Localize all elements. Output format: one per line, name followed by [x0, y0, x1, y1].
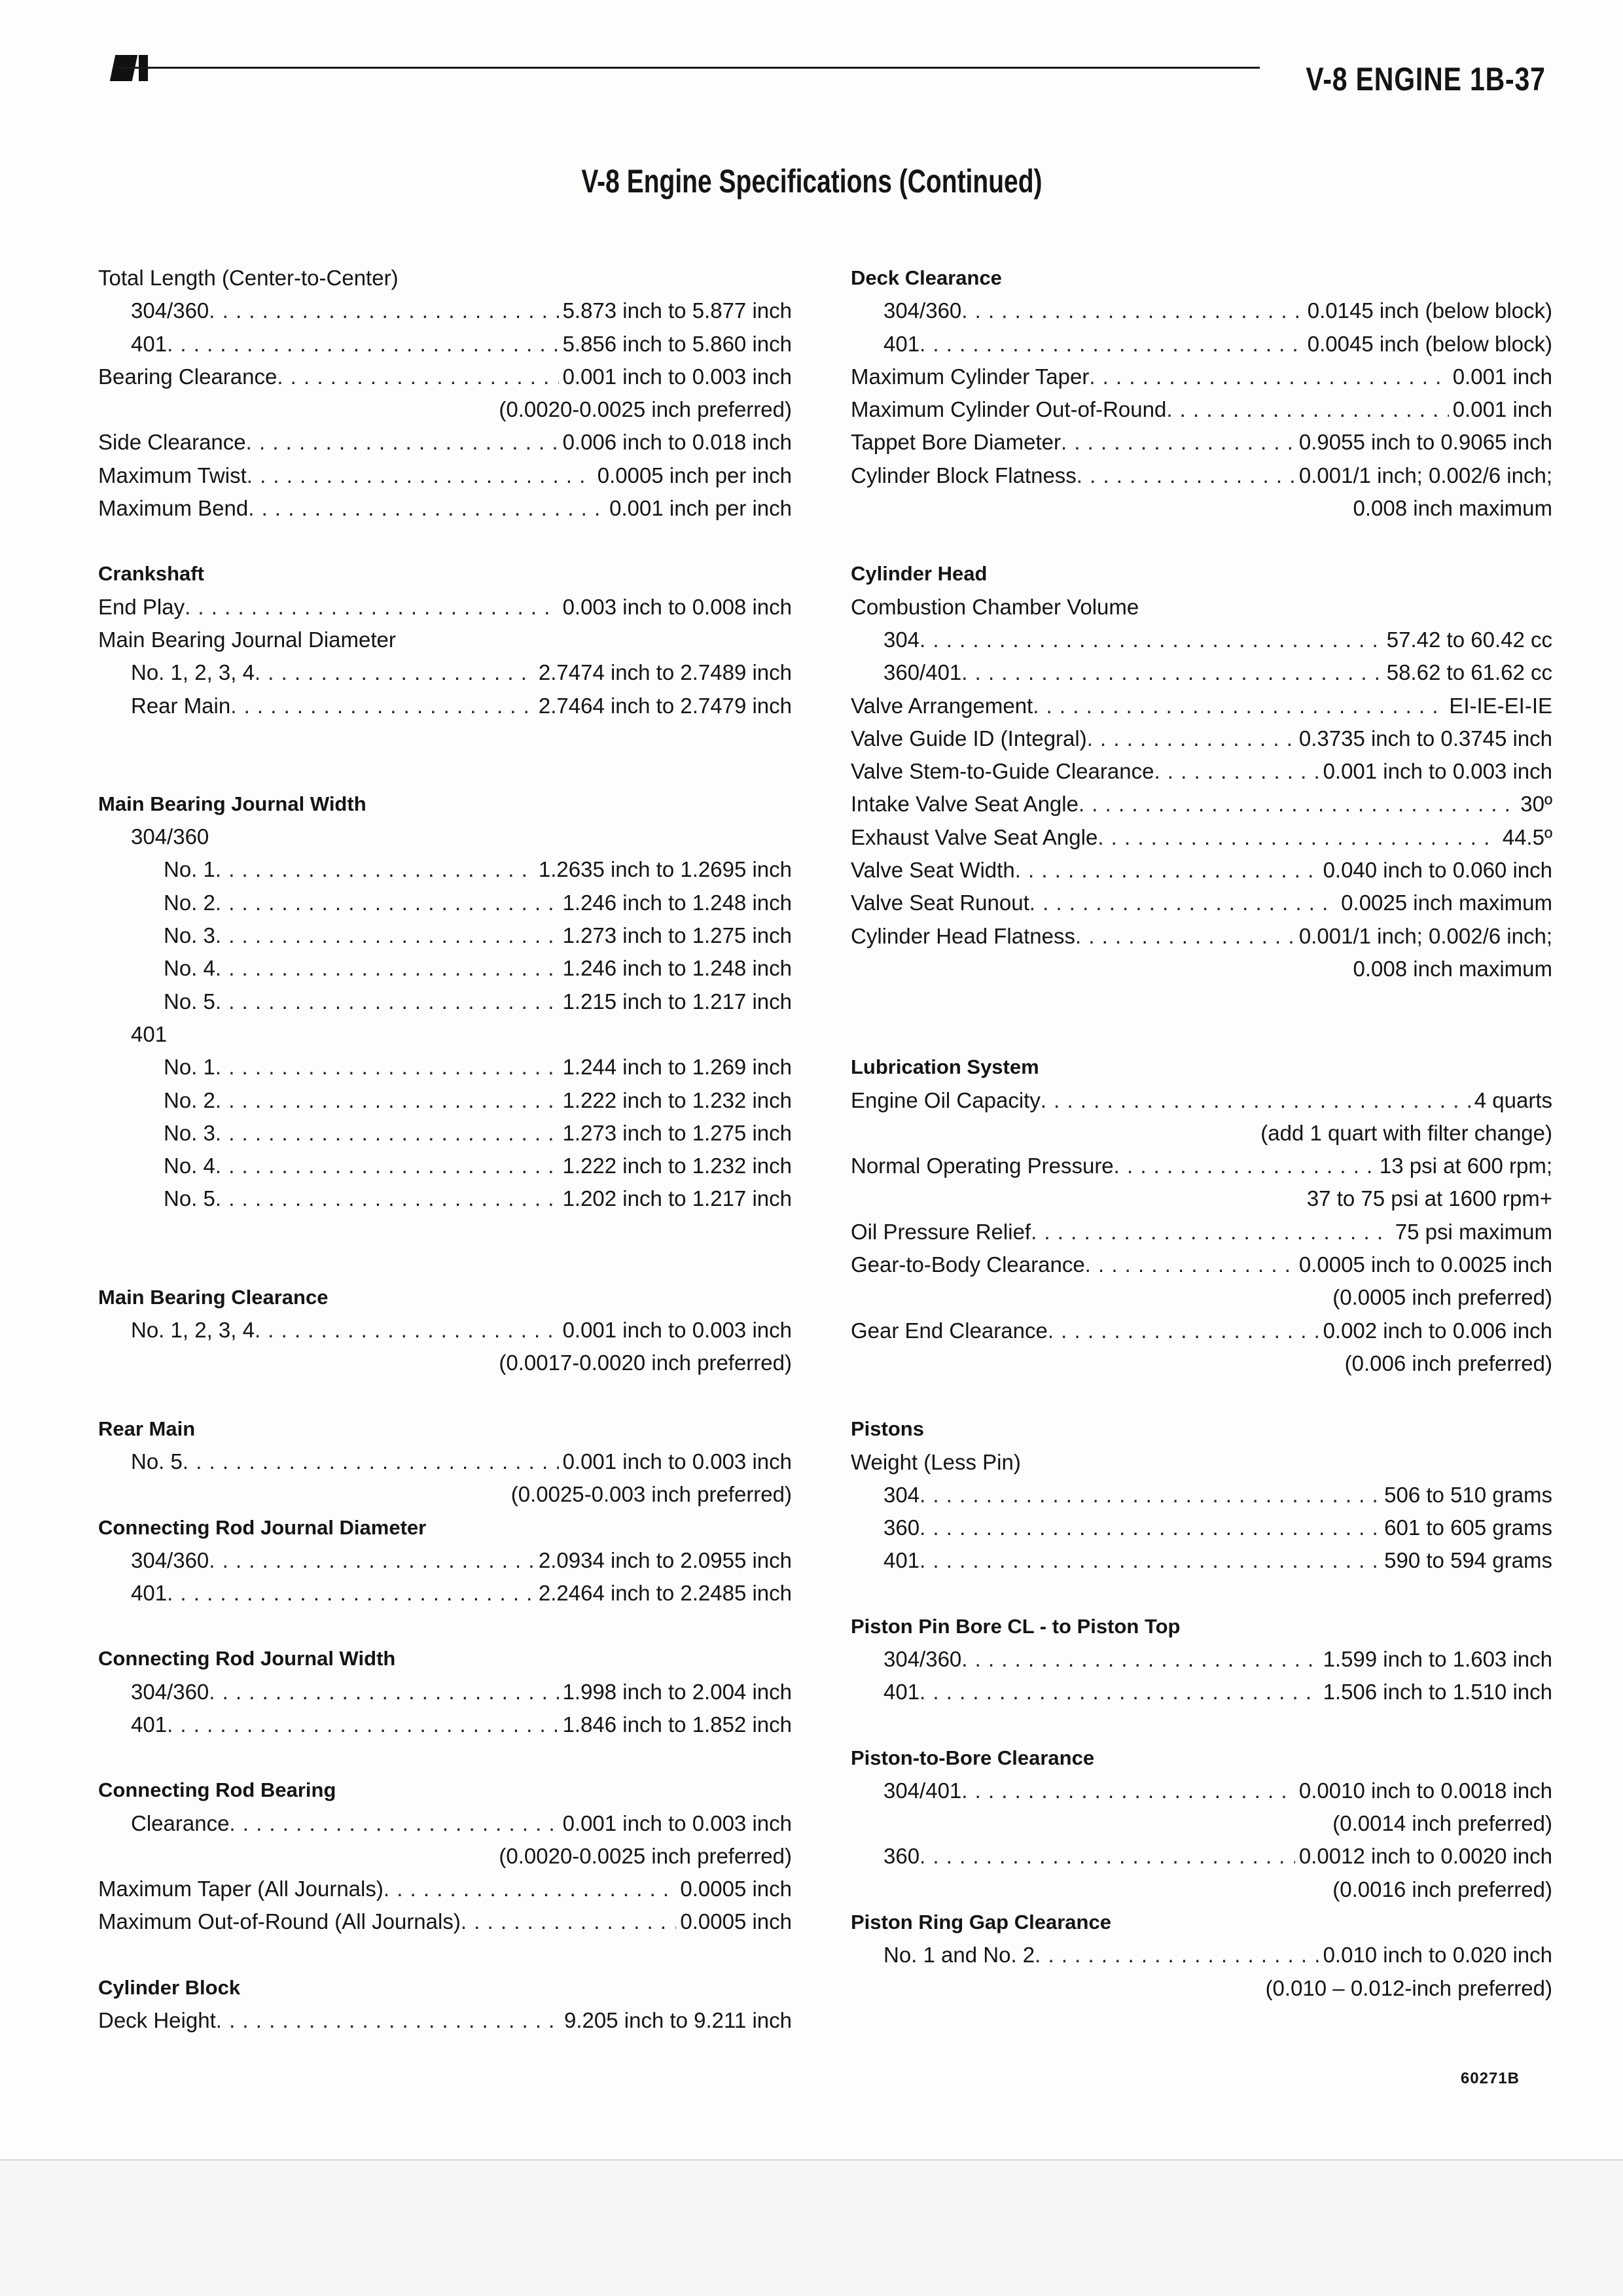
dot-leader — [1166, 393, 1448, 426]
spec-row — [98, 656, 792, 689]
dot-leader — [1079, 788, 1516, 821]
spec-value: 9.205 inch to 9.211 inch — [564, 2008, 792, 2033]
spec-row — [98, 2004, 792, 2037]
spec-row — [98, 1117, 792, 1150]
spec-row — [98, 1018, 792, 1051]
spec-row — [851, 459, 1552, 492]
spec-heading: Piston Pin Bore CL - to Piston Top — [851, 1614, 1181, 1638]
spec-label: Combustion Chamber Volume — [851, 594, 1139, 619]
spec-value: 0.9055 inch to 0.9065 inch — [1298, 430, 1552, 455]
spec-value: 5.856 inch to 5.860 inch — [562, 331, 792, 356]
spec-label: No. 1, 2, 3, 4 — [131, 1318, 255, 1343]
spec-row — [98, 1873, 792, 1905]
spec-row — [851, 591, 1552, 624]
spec-label: No. 3 — [164, 923, 215, 948]
dot-leader — [248, 492, 605, 525]
dot-leader — [215, 952, 559, 985]
spec-row — [98, 887, 792, 919]
spec-row — [98, 1577, 792, 1610]
spec-heading: Piston-to-Bore Clearance — [851, 1746, 1095, 1769]
dot-leader — [185, 591, 558, 624]
spec-heading: Main Bearing Journal Width — [98, 792, 366, 815]
dot-leader — [1061, 426, 1295, 459]
spec-value: 590 to 594 grams — [1384, 1548, 1552, 1573]
spec-value: 0.001 inch to 0.003 inch — [562, 1318, 792, 1343]
spec-value: 0.0010 inch to 0.0018 inch — [1298, 1778, 1552, 1803]
spec-row — [98, 690, 792, 722]
spec-label: Normal Operating Pressure — [851, 1154, 1114, 1178]
spec-row — [851, 1084, 1552, 1117]
spec-heading: Crankshaft — [98, 562, 204, 586]
spec-label: Cylinder Head Flatness — [851, 923, 1075, 948]
spec-label: Maximum Out-of-Round (All Journals) — [98, 1909, 461, 1934]
dot-leader — [215, 1182, 559, 1215]
spec-label: 304/360 — [883, 298, 962, 323]
dot-leader — [1033, 690, 1445, 722]
spec-row — [98, 919, 792, 952]
scan-margin — [0, 2159, 1623, 2296]
spec-label: Maximum Bend — [98, 496, 249, 521]
dot-leader — [215, 1117, 559, 1150]
dot-leader — [1029, 887, 1337, 919]
spec-value: 13 psi at 600 rpm; — [1379, 1154, 1552, 1178]
dot-leader — [230, 690, 535, 722]
spec-value: 506 to 510 grams — [1384, 1482, 1552, 1507]
spec-continuation: (0.0014 inch preferred) — [1332, 1811, 1552, 1836]
figure-code: 60271B — [1460, 2070, 1520, 2087]
spec-row — [98, 624, 792, 656]
spec-row — [98, 262, 792, 294]
spec-label: 304/401 — [883, 1778, 962, 1803]
spec-value: 1.506 inch to 1.510 inch — [1323, 1680, 1552, 1704]
spec-label: No. 4 — [164, 1154, 215, 1178]
spec-label: Clearance — [131, 1810, 230, 1835]
spec-row — [98, 1084, 792, 1117]
dot-leader — [919, 1479, 1380, 1511]
spec-row — [851, 1216, 1552, 1248]
spec-value: 57.42 to 60.42 cc — [1386, 627, 1552, 652]
page-title-text: V-8 Engine Specifications (Continued) — [580, 163, 1043, 200]
spec-heading: Rear Main — [98, 1417, 196, 1440]
spec-label: No. 2 — [164, 890, 215, 915]
spec-label: Valve Seat Width — [851, 858, 1015, 883]
dot-leader — [1089, 361, 1448, 393]
section-title: V-8 ENGINE 1B-37 — [1306, 61, 1546, 97]
spec-row — [98, 1708, 792, 1741]
dot-leader — [167, 1708, 559, 1741]
right-column — [851, 262, 1552, 2005]
spec-continuation: (0.0025-0.003 inch preferred) — [510, 1482, 792, 1507]
spec-row — [98, 853, 792, 886]
dot-leader — [1114, 1150, 1376, 1182]
spec-row — [851, 1315, 1552, 1347]
page-title — [0, 162, 1623, 200]
spec-heading: Cylinder Head — [851, 562, 988, 586]
dot-leader — [1048, 1315, 1319, 1347]
spec-value: 1.222 inch to 1.232 inch — [562, 1154, 792, 1178]
spec-value: 1.846 inch to 1.852 inch — [562, 1712, 792, 1737]
dot-leader — [215, 1150, 559, 1182]
spec-continuation: (0.0005 inch preferred) — [1332, 1285, 1552, 1310]
spec-value: 1.599 inch to 1.603 inch — [1323, 1646, 1552, 1671]
spec-label: 360 — [883, 1515, 920, 1540]
spec-label: Side Clearance — [98, 430, 246, 455]
spec-value: 0.0005 inch to 0.0025 inch — [1298, 1252, 1552, 1277]
spec-row — [98, 1445, 792, 1478]
spec-label: Main Bearing Journal Diameter — [98, 627, 396, 652]
dot-leader — [215, 853, 535, 886]
spec-value: 4 quarts — [1474, 1087, 1552, 1112]
spec-value: 0.010 inch to 0.020 inch — [1323, 1943, 1552, 1968]
spec-value: 1.998 inch to 2.004 inch — [562, 1679, 792, 1704]
spec-label: Valve Stem-to-Guide Clearance — [851, 759, 1154, 784]
spec-value: 1.222 inch to 1.232 inch — [562, 1087, 792, 1112]
spec-label: No. 1, 2, 3, 4 — [131, 660, 255, 685]
spec-label: 304/360 — [131, 1679, 209, 1704]
spec-value: 0.0145 inch (below block) — [1307, 298, 1552, 323]
spec-label: 401 — [883, 1680, 920, 1704]
spec-row — [851, 656, 1552, 689]
dot-leader — [255, 1314, 559, 1347]
spec-label: No. 3 — [164, 1120, 215, 1145]
spacer — [98, 1380, 792, 1413]
spec-row — [851, 1446, 1552, 1479]
spec-label: Valve Guide ID (Integral) — [851, 726, 1087, 751]
spec-value: 1.202 inch to 1.217 inch — [562, 1186, 792, 1211]
spec-row — [851, 887, 1552, 919]
spec-label: Gear-to-Body Clearance — [851, 1252, 1085, 1277]
spec-continuation: 0.008 inch maximum — [1353, 496, 1552, 521]
dot-leader — [255, 656, 535, 689]
spec-label: Deck Height — [98, 2008, 216, 2033]
spec-label: End Play — [98, 594, 185, 619]
spec-value: 58.62 to 61.62 cc — [1386, 660, 1552, 685]
dot-leader — [216, 2004, 560, 2037]
spec-row — [98, 1051, 792, 1084]
spacer — [851, 1380, 1552, 1413]
spec-label: Intake Valve Seat Angle — [851, 792, 1079, 817]
spec-value: 0.0045 inch (below block) — [1307, 331, 1552, 356]
spec-row — [851, 1150, 1552, 1182]
spacer — [98, 1610, 792, 1642]
spec-label: No. 5 — [164, 1186, 215, 1211]
dot-leader — [1075, 920, 1295, 953]
spec-row — [851, 1479, 1552, 1511]
spec-value: 0.001 inch — [1452, 364, 1552, 389]
spec-label: No. 1 — [164, 1055, 215, 1080]
spec-value: 75 psi maximum — [1395, 1219, 1552, 1244]
dot-leader — [919, 328, 1304, 361]
spec-row — [851, 426, 1552, 459]
dot-leader — [209, 1544, 535, 1577]
spacer — [98, 722, 792, 788]
dot-leader — [1041, 1084, 1471, 1117]
spec-value: 0.0005 inch — [680, 1909, 792, 1934]
spec-label: No. 2 — [164, 1087, 215, 1112]
dot-leader — [961, 656, 1383, 689]
spacer — [98, 1939, 792, 1971]
spec-continuation: (add 1 quart with filter change) — [1260, 1120, 1552, 1145]
dot-leader — [961, 294, 1303, 327]
spec-label: Weight (Less Pin) — [851, 1449, 1021, 1474]
left-column — [98, 262, 792, 2037]
spec-value: 0.002 inch to 0.006 inch — [1323, 1318, 1552, 1343]
dot-leader — [215, 985, 559, 1018]
spec-value: 2.7464 inch to 2.7479 inch — [538, 693, 792, 718]
dot-leader — [1154, 755, 1319, 788]
spec-label: 304 — [883, 627, 920, 652]
spec-value: 0.0025 inch maximum — [1341, 891, 1552, 915]
spec-row — [851, 788, 1552, 821]
spec-heading: Piston Ring Gap Clearance — [851, 1911, 1111, 1934]
spec-value: 5.873 inch to 5.877 inch — [562, 298, 792, 323]
spec-value: 1.2635 inch to 1.2695 inch — [538, 857, 792, 882]
spec-label: Oil Pressure Relief — [851, 1219, 1031, 1244]
spec-row — [98, 952, 792, 985]
spec-value: 2.0934 inch to 2.0955 inch — [538, 1547, 792, 1572]
spec-value: 0.001 inch to 0.003 inch — [1323, 759, 1552, 784]
dot-leader — [961, 1775, 1295, 1807]
spec-label: Valve Arrangement — [851, 693, 1033, 718]
spec-label: 401 — [131, 1712, 168, 1737]
dot-leader — [1077, 459, 1295, 492]
spec-row — [98, 492, 792, 525]
dot-leader — [209, 294, 558, 327]
dot-leader — [919, 1544, 1380, 1577]
dot-leader — [246, 426, 559, 459]
spec-label: Cylinder Block Flatness — [851, 463, 1077, 487]
spec-row — [851, 722, 1552, 755]
spec-value: 1.244 inch to 1.269 inch — [562, 1055, 792, 1080]
spec-continuation: (0.010 – 0.012-inch preferred) — [1265, 1975, 1552, 2000]
spec-row — [851, 1775, 1552, 1807]
spec-label: 360 — [883, 1844, 920, 1869]
dot-leader — [1035, 1939, 1319, 1971]
spec-heading: Main Bearing Clearance — [98, 1285, 329, 1309]
spec-label: Valve Seat Runout — [851, 891, 1029, 915]
spec-value: 0.006 inch to 0.018 inch — [562, 430, 792, 455]
dot-leader — [1085, 1248, 1295, 1281]
spec-row — [98, 294, 792, 327]
spec-heading: Lubrication System — [851, 1055, 1039, 1079]
spec-row — [98, 1676, 792, 1708]
dot-leader — [215, 1084, 559, 1117]
header-rule — [121, 67, 1260, 69]
spec-value: 0.001 inch to 0.003 inch — [562, 1449, 792, 1474]
dot-leader — [229, 1807, 558, 1840]
spec-continuation: 37 to 75 psi at 1600 rpm+ — [1306, 1186, 1552, 1211]
spec-row — [98, 459, 792, 492]
dot-leader — [1031, 1216, 1391, 1248]
spec-row — [851, 361, 1552, 393]
spec-continuation: (0.0020-0.0025 inch preferred) — [499, 397, 792, 422]
spec-row — [851, 294, 1552, 327]
spec-label: Total Length (Center-to-Center) — [98, 266, 399, 290]
spec-value: 0.001/1 inch; 0.002/6 inch; — [1298, 923, 1552, 948]
spec-value: 0.001/1 inch; 0.002/6 inch; — [1298, 463, 1552, 487]
spacer — [851, 525, 1552, 557]
dot-leader — [919, 1840, 1295, 1873]
spec-row — [98, 1905, 792, 1938]
spec-value: 1.246 inch to 1.248 inch — [562, 956, 792, 981]
spec-row — [851, 1511, 1552, 1544]
spec-value: 0.001 inch to 0.003 inch — [562, 1810, 792, 1835]
spec-row — [98, 1807, 792, 1840]
spec-label: No. 1 and No. 2 — [883, 1943, 1035, 1968]
dot-leader — [919, 624, 1383, 656]
spec-row — [98, 328, 792, 361]
spacer — [851, 1578, 1552, 1610]
spacer — [98, 1216, 792, 1281]
spec-row — [851, 328, 1552, 361]
spec-heading: Cylinder Block — [98, 1975, 241, 1999]
dot-leader — [215, 887, 559, 919]
dot-leader — [461, 1905, 677, 1938]
spec-value: 2.7474 inch to 2.7489 inch — [538, 660, 792, 685]
spec-row — [851, 854, 1552, 887]
spec-label: Maximum Cylinder Out-of-Round — [851, 397, 1167, 422]
spec-row — [851, 1939, 1552, 1971]
spec-value: 0.003 inch to 0.008 inch — [562, 594, 792, 619]
spacer — [98, 525, 792, 557]
spec-label: No. 1 — [164, 857, 215, 882]
spec-value: 0.001 inch to 0.003 inch — [562, 364, 792, 389]
spacer — [851, 985, 1552, 1051]
dot-leader — [183, 1445, 559, 1478]
spec-label: 401 — [131, 1581, 168, 1606]
spec-continuation: 0.008 inch maximum — [1353, 956, 1552, 981]
spec-row — [851, 624, 1552, 656]
dot-leader — [215, 919, 559, 952]
spec-value: EI-IE-EI-IE — [1449, 693, 1552, 718]
spec-label: No. 4 — [164, 956, 215, 981]
spec-label: 401 — [883, 331, 920, 356]
spec-label: Maximum Cylinder Taper — [851, 364, 1090, 389]
dot-leader — [1087, 722, 1295, 755]
spec-row — [851, 1676, 1552, 1708]
spec-heading: Connecting Rod Journal Diameter — [98, 1515, 427, 1539]
spec-continuation: (0.0020-0.0025 inch preferred) — [499, 1843, 792, 1868]
spec-row — [851, 393, 1552, 426]
spec-label: 304/360 — [883, 1646, 962, 1671]
spec-row — [851, 1840, 1552, 1873]
spec-label: Bearing Clearance — [98, 364, 277, 389]
spec-row — [851, 1643, 1552, 1676]
dot-leader — [919, 1676, 1319, 1708]
spec-label: Maximum Twist — [98, 463, 247, 487]
spec-row — [851, 690, 1552, 722]
dot-leader — [383, 1873, 677, 1905]
spec-row — [851, 1544, 1552, 1577]
dot-leader — [277, 361, 558, 393]
spec-value: 0.0005 inch — [680, 1877, 792, 1901]
spec-row — [851, 920, 1552, 953]
spec-value: 0.0005 inch per inch — [597, 463, 792, 487]
spec-value: 0.001 inch — [1452, 397, 1552, 422]
dot-leader — [215, 1051, 559, 1084]
spec-label: Exhaust Valve Seat Angle — [851, 824, 1098, 849]
spec-heading: Pistons — [851, 1417, 924, 1441]
spec-row — [98, 361, 792, 393]
dot-leader — [247, 459, 594, 492]
spec-value: 0.3735 inch to 0.3745 inch — [1298, 726, 1552, 751]
spec-value: 601 to 605 grams — [1384, 1515, 1552, 1540]
dot-leader — [167, 1577, 535, 1610]
spec-label: 401 — [131, 1021, 168, 1046]
spec-label: Maximum Taper (All Journals) — [98, 1877, 383, 1901]
spec-label: 360/401 — [883, 660, 962, 685]
spec-row — [851, 755, 1552, 788]
spec-label: Engine Oil Capacity — [851, 1087, 1041, 1112]
spec-label: No. 5 — [164, 989, 215, 1014]
spec-value: 1.215 inch to 1.217 inch — [562, 989, 792, 1014]
spec-continuation: (0.006 inch preferred) — [1344, 1351, 1552, 1375]
spacer — [851, 1709, 1552, 1742]
spec-label: 304/360 — [131, 1547, 209, 1572]
dot-leader — [1015, 854, 1319, 887]
spec-value: 0.040 inch to 0.060 inch — [1323, 858, 1552, 883]
spec-value: 30º — [1520, 792, 1552, 817]
dot-leader — [919, 1511, 1380, 1544]
spec-row — [98, 1314, 792, 1347]
spec-row — [98, 985, 792, 1018]
dot-leader — [167, 328, 559, 361]
spec-label: 401 — [131, 331, 168, 356]
spec-label: 304/360 — [131, 298, 209, 323]
spec-value: 1.273 inch to 1.275 inch — [562, 923, 792, 948]
spec-value: 0.0012 inch to 0.0020 inch — [1298, 1844, 1552, 1869]
spacer — [98, 1741, 792, 1774]
spec-heading: Connecting Rod Bearing — [98, 1778, 336, 1802]
dot-leader — [961, 1643, 1319, 1676]
spec-label: 401 — [883, 1548, 920, 1573]
spec-continuation: (0.0016 inch preferred) — [1332, 1877, 1552, 1901]
spec-heading: Connecting Rod Journal Width — [98, 1647, 396, 1670]
spec-row — [98, 1182, 792, 1215]
spec-row — [98, 591, 792, 624]
spec-value: 44.5º — [1502, 824, 1552, 849]
spec-row — [98, 1544, 792, 1577]
spec-row — [851, 821, 1552, 854]
spec-value: 2.2464 inch to 2.2485 inch — [538, 1581, 792, 1606]
spec-row — [98, 1150, 792, 1182]
spec-value: 1.246 inch to 1.248 inch — [562, 890, 792, 915]
spec-label: No. 5 — [131, 1449, 183, 1474]
spec-row — [98, 426, 792, 459]
spec-label: 304/360 — [131, 824, 209, 849]
spec-value: 1.273 inch to 1.275 inch — [562, 1120, 792, 1145]
dot-leader — [209, 1676, 558, 1708]
dot-leader — [1097, 821, 1498, 854]
spec-value: 0.001 inch per inch — [609, 496, 792, 521]
spec-continuation: (0.0017-0.0020 inch preferred) — [499, 1351, 792, 1375]
spec-label: Gear End Clearance — [851, 1318, 1048, 1343]
spec-row — [98, 821, 792, 853]
spec-label: 304 — [883, 1482, 920, 1507]
spec-label: Tappet Bore Diameter — [851, 430, 1061, 455]
spec-row — [851, 1248, 1552, 1281]
spec-label: Rear Main — [131, 693, 231, 718]
spec-heading: Deck Clearance — [851, 266, 1002, 289]
